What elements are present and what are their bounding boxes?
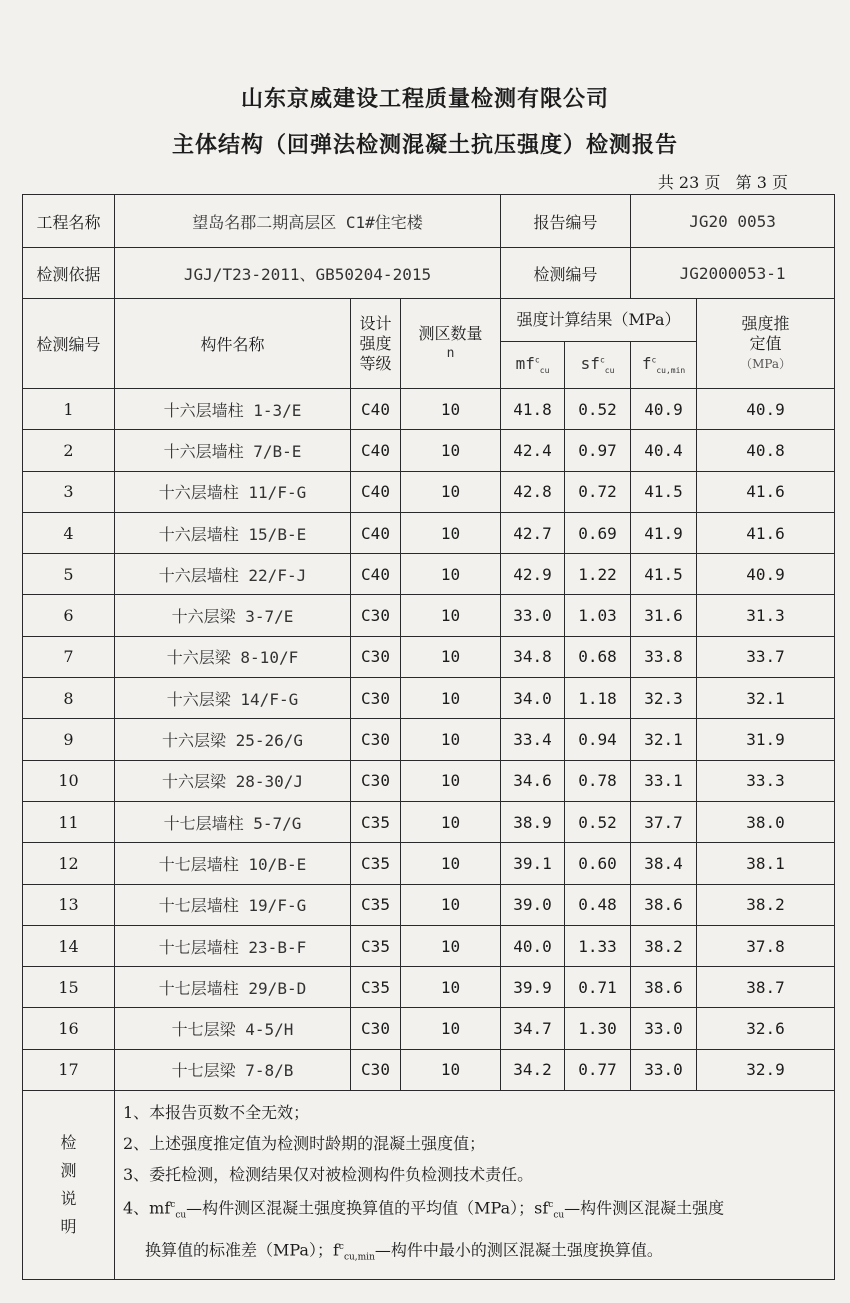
row-fmin: 38.6 [631, 884, 697, 925]
row-fmin: 38.6 [631, 967, 697, 1008]
row-zones: 10 [401, 389, 501, 430]
row-zones: 10 [401, 967, 501, 1008]
row-mf: 42.4 [501, 430, 565, 471]
test-no-label: 检测编号 [501, 248, 631, 299]
row-name: 十七层梁 7-8/B [115, 1049, 351, 1090]
row-name: 十六层墙柱 22/F-J [115, 554, 351, 595]
row-grade: C40 [351, 512, 401, 553]
row-sf: 0.48 [565, 884, 631, 925]
row-fmin: 38.2 [631, 925, 697, 966]
row-mf: 40.0 [501, 925, 565, 966]
col-est-unit: （MPa） [740, 356, 792, 371]
report-no-label: 报告编号 [501, 195, 631, 248]
row-fmin: 40.4 [631, 430, 697, 471]
row-sf: 1.33 [565, 925, 631, 966]
row-fmin: 32.1 [631, 719, 697, 760]
row-name: 十六层梁 14/F-G [115, 678, 351, 719]
project-label: 工程名称 [23, 195, 115, 248]
row-name: 十六层墙柱 11/F-G [115, 471, 351, 512]
row-zones: 10 [401, 471, 501, 512]
col-zones-label: 测区数量 [418, 323, 483, 343]
col-name-header: 构件名称 [115, 299, 351, 389]
row-sf: 1.22 [565, 554, 631, 595]
row-sf: 0.72 [565, 471, 631, 512]
row-id: 8 [23, 678, 115, 719]
row-name: 十六层梁 28-30/J [115, 760, 351, 801]
row-est: 38.0 [697, 801, 835, 842]
row-zones: 10 [401, 595, 501, 636]
row-mf: 42.7 [501, 512, 565, 553]
row-sf: 0.68 [565, 636, 631, 677]
row-sf: 1.30 [565, 1008, 631, 1049]
row-id: 15 [23, 967, 115, 1008]
table-row [23, 884, 835, 925]
row-zones: 10 [401, 554, 501, 595]
row-est: 40.9 [697, 389, 835, 430]
row-zones: 10 [401, 430, 501, 471]
col-grade-line3: 等级 [359, 353, 392, 373]
row-grade: C30 [351, 636, 401, 677]
table-row [23, 636, 835, 677]
row-est: 38.7 [697, 967, 835, 1008]
note-line-1: 1、本报告页数不全无效； [123, 1103, 310, 1123]
row-sf: 0.77 [565, 1049, 631, 1090]
row-sf: 0.71 [565, 967, 631, 1008]
row-est: 33.3 [697, 760, 835, 801]
row-grade: C35 [351, 967, 401, 1008]
table-row [23, 801, 835, 842]
row-fmin: 33.0 [631, 1008, 697, 1049]
table-row [23, 1008, 835, 1049]
row-id: 3 [23, 471, 115, 512]
row-est: 31.9 [697, 719, 835, 760]
row-name: 十六层梁 25-26/G [115, 719, 351, 760]
row-grade: C35 [351, 925, 401, 966]
row-sf: 0.52 [565, 389, 631, 430]
row-sf: 1.18 [565, 678, 631, 719]
col-est-header [697, 299, 835, 389]
col-fmin-header: $f^c_{cu,min}$ [631, 342, 697, 389]
row-zones: 10 [401, 1008, 501, 1049]
note-line-2: 2、上述强度推定值为检测时龄期的混凝土强度值； [123, 1134, 486, 1154]
row-name: 十七层墙柱 5-7/G [115, 801, 351, 842]
row-zones: 10 [401, 512, 501, 553]
row-mf: 39.9 [501, 967, 565, 1008]
row-fmin: 37.7 [631, 801, 697, 842]
table-row [23, 925, 835, 966]
row-mf: 34.8 [501, 636, 565, 677]
col-mf-header: $mf^c_{cu}$ [501, 342, 565, 389]
table-row [23, 595, 835, 636]
row-est: 40.8 [697, 430, 835, 471]
row-name: 十六层墙柱 1-3/E [115, 389, 351, 430]
col-sf-header: $sf^c_{cu}$ [565, 342, 631, 389]
report-title: 主体结构（回弹法检测混凝土抗压强度）检测报告 [171, 132, 678, 158]
row-name: 十七层墙柱 10/B-E [115, 843, 351, 884]
row-zones: 10 [401, 678, 501, 719]
row-id: 13 [23, 884, 115, 925]
row-fmin: 33.0 [631, 1049, 697, 1090]
row-est: 37.8 [697, 925, 835, 966]
row-id: 10 [23, 760, 115, 801]
col-grade-header [351, 299, 401, 389]
table-row [23, 430, 835, 471]
notes-row [23, 1091, 835, 1280]
row-grade: C30 [351, 678, 401, 719]
row-grade: C35 [351, 801, 401, 842]
row-id: 2 [23, 430, 115, 471]
row-grade: C30 [351, 595, 401, 636]
basis-label: 检测依据 [23, 248, 115, 299]
table-row [23, 554, 835, 595]
row-zones: 10 [401, 636, 501, 677]
row-est: 41.6 [697, 512, 835, 553]
row-grade: C30 [351, 1008, 401, 1049]
row-mf: 38.9 [501, 801, 565, 842]
col-id-header: 检测编号 [23, 299, 115, 389]
row-fmin: 33.8 [631, 636, 697, 677]
row-mf: 41.8 [501, 389, 565, 430]
row-grade: C30 [351, 719, 401, 760]
row-mf: 34.0 [501, 678, 565, 719]
col-result-header: 强度计算结果（MPa） [501, 299, 697, 342]
row-grade: C30 [351, 760, 401, 801]
row-fmin: 40.9 [631, 389, 697, 430]
note-line-5: 换算值的标准差（MPa）；$f^c_{cu,min}—$构件中最小的测区混凝土强度换算值。 [145, 1239, 663, 1263]
test-no-value: JG2000053-1 [631, 248, 835, 299]
row-id: 4 [23, 512, 115, 553]
row-zones: 10 [401, 760, 501, 801]
row-name: 十六层墙柱 7/B-E [115, 430, 351, 471]
row-grade: C40 [351, 471, 401, 512]
row-est: 40.9 [697, 554, 835, 595]
row-mf: 33.0 [501, 595, 565, 636]
row-id: 1 [23, 389, 115, 430]
row-est: 38.2 [697, 884, 835, 925]
row-name: 十七层墙柱 19/F-G [115, 884, 351, 925]
row-id: 5 [23, 554, 115, 595]
row-grade: C40 [351, 430, 401, 471]
row-id: 16 [23, 1008, 115, 1049]
row-fmin: 38.4 [631, 843, 697, 884]
table-row [23, 678, 835, 719]
row-id: 17 [23, 1049, 115, 1090]
row-sf: 1.03 [565, 595, 631, 636]
row-fmin: 41.5 [631, 471, 697, 512]
basis-row [23, 248, 835, 299]
row-est: 32.9 [697, 1049, 835, 1090]
notes-text [115, 1091, 835, 1280]
row-est: 32.6 [697, 1008, 835, 1049]
row-id: 9 [23, 719, 115, 760]
row-name: 十六层墙柱 15/B-E [115, 512, 351, 553]
row-sf: 0.94 [565, 719, 631, 760]
table-row [23, 719, 835, 760]
row-zones: 10 [401, 719, 501, 760]
company-name: 山东京威建设工程质量检测有限公司 [240, 86, 609, 112]
row-name: 十六层梁 8-10/F [115, 636, 351, 677]
row-fmin: 41.5 [631, 554, 697, 595]
note-line-3: 3、委托检测，检测结果仅对被检测构件负检测技术责任。 [123, 1165, 534, 1185]
row-id: 11 [23, 801, 115, 842]
row-mf: 39.1 [501, 843, 565, 884]
row-sf: 0.69 [565, 512, 631, 553]
row-zones: 10 [401, 843, 501, 884]
col-est-line1: 强度推 [741, 313, 790, 333]
table-row [23, 1049, 835, 1090]
row-name: 十七层梁 4-5/H [115, 1008, 351, 1049]
row-sf: 0.97 [565, 430, 631, 471]
row-grade: C30 [351, 1049, 401, 1090]
row-est: 32.1 [697, 678, 835, 719]
row-id: 14 [23, 925, 115, 966]
row-grade: C40 [351, 554, 401, 595]
row-id: 7 [23, 636, 115, 677]
col-grade-line2: 强度 [359, 333, 392, 353]
row-mf: 42.8 [501, 471, 565, 512]
row-mf: 34.7 [501, 1008, 565, 1049]
row-fmin: 32.3 [631, 678, 697, 719]
row-name: 十七层墙柱 29/B-D [115, 967, 351, 1008]
row-zones: 10 [401, 925, 501, 966]
row-sf: 0.60 [565, 843, 631, 884]
row-grade: C35 [351, 843, 401, 884]
col-grade-line1: 设计 [359, 313, 392, 333]
row-mf: 42.9 [501, 554, 565, 595]
page-info: 共 23 页 第 3 页 [657, 173, 788, 192]
project-row [23, 195, 835, 248]
row-est: 31.3 [697, 595, 835, 636]
notes-label: 检 测 说 明 [23, 1091, 115, 1280]
col-zones-header [401, 299, 501, 389]
row-zones: 10 [401, 884, 501, 925]
column-header-row-1 [23, 299, 835, 342]
row-id: 6 [23, 595, 115, 636]
table-row [23, 471, 835, 512]
row-mf: 33.4 [501, 719, 565, 760]
row-fmin: 33.1 [631, 760, 697, 801]
row-est: 41.6 [697, 471, 835, 512]
report-no-value: JG20 0053 [631, 195, 835, 248]
row-mf: 34.2 [501, 1049, 565, 1090]
row-name: 十七层墙柱 23-B-F [115, 925, 351, 966]
table-row [23, 967, 835, 1008]
table-row [23, 389, 835, 430]
col-zones-n: n [446, 345, 455, 361]
row-grade: C40 [351, 389, 401, 430]
col-est-line2: 定值 [749, 333, 782, 353]
basis-value: JGJ/T23-2011、GB50204-2015 [115, 248, 501, 299]
report-table [22, 194, 835, 1280]
row-fmin: 41.9 [631, 512, 697, 553]
table-row [23, 760, 835, 801]
row-sf: 0.52 [565, 801, 631, 842]
row-fmin: 31.6 [631, 595, 697, 636]
row-mf: 34.6 [501, 760, 565, 801]
table-row [23, 843, 835, 884]
row-sf: 0.78 [565, 760, 631, 801]
row-grade: C35 [351, 884, 401, 925]
table-row [23, 512, 835, 553]
row-zones: 10 [401, 801, 501, 842]
row-name: 十六层梁 3-7/E [115, 595, 351, 636]
row-zones: 10 [401, 1049, 501, 1090]
project-value: 望岛名郡二期高层区 C1#住宅楼 [115, 195, 501, 248]
row-est: 33.7 [697, 636, 835, 677]
note-line-4: 4、$mf^c_{cu}—$构件测区混凝土强度换算值的平均值（MPa）；$sf^c_{cu}—$构件测区混凝土强度 [123, 1198, 725, 1221]
row-id: 12 [23, 843, 115, 884]
row-est: 38.1 [697, 843, 835, 884]
row-mf: 39.0 [501, 884, 565, 925]
